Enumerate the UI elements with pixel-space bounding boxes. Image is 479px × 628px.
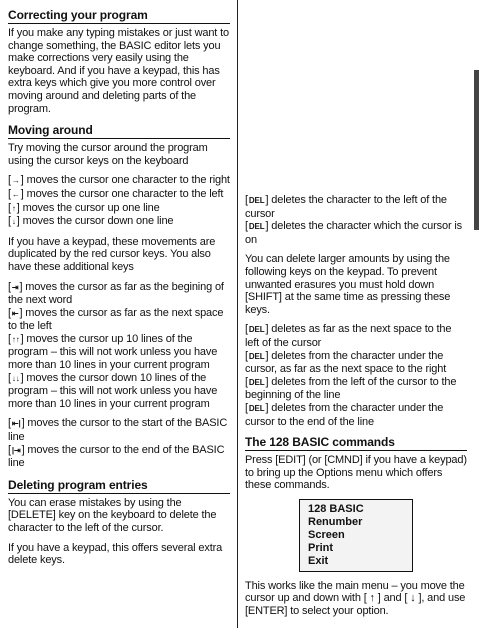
options-menu: [299, 499, 413, 572]
column-divider: [237, 0, 238, 628]
deleting-body-2: If you have a keypad, this offers several extra delete keys.: [8, 541, 223, 567]
key-desc: moves the cursor one character to the right: [26, 174, 230, 187]
right-arrow-key-icon: →: [11, 176, 20, 186]
section-moving: [8, 123, 230, 470]
commands-body: Press [EDIT] (or [CMND] if you have a keypad) to bring up the Options menu which offers these commands.: [245, 454, 467, 492]
section-correcting: [8, 8, 230, 115]
cursor-key-list: [8, 174, 230, 228]
heading-correcting: Correcting your program: [8, 8, 230, 24]
delete-to-line-end-key-icon: DEL: [248, 403, 265, 413]
key-desc: moves the cursor one character to the left: [26, 187, 224, 200]
down-arrow-key-icon: ↓: [11, 217, 16, 227]
commands-footer: This works like the main menu – you move the cursor up and down with [ ↑ ] and [ ↓ ], and use [ENTER] to select your option.: [245, 579, 466, 618]
key-desc: moves the cursor to the end of the BASIC line: [8, 443, 225, 470]
key-row: [↑↑] moves the cursor up 10 lines of the program – this will not work unless you have more than 10 lines in your current program: [8, 332, 218, 372]
delete-to-line-start-key-icon: DEL: [248, 377, 265, 387]
keypad-key-list-a: [8, 281, 230, 411]
key-row: [|⇥] moves the cursor to the end of the BASIC line: [8, 443, 225, 470]
line-start-key-icon: ⇤|: [11, 419, 21, 429]
key-row: [⇤|] moves the cursor to the start of the BASIC line: [8, 417, 228, 444]
left-arrow-key-icon: ←: [11, 189, 20, 199]
page-edge-mark: [474, 70, 479, 230]
heading-commands: The 128 BASIC commands: [245, 435, 467, 451]
key-desc: moves the cursor as far as the next space to the left: [8, 306, 224, 333]
key-row: [DEL] deletes from the character under the cursor, as far as the next space to the right: [245, 349, 447, 376]
menu-item-screen: Screen: [308, 528, 345, 541]
menu-item-128-basic: 128 BASIC: [308, 502, 364, 515]
correcting-body: If you make any typing mistakes or just want to change something, the BASIC editor lets you make corrections very easily using the keyboard. And if you have a keypad, this has extra keys which give you more control over moving around and deleting parts of the program.: [8, 27, 229, 115]
key-row: [↓] moves the cursor down one line: [8, 215, 174, 228]
key-row: [←] moves the cursor one character to the left: [8, 187, 224, 200]
key-desc: moves the cursor down 10 lines of the program – this will not work unless you have more than 10 lines in your current program: [8, 371, 218, 410]
delete-word-right-key-icon: DEL: [248, 351, 265, 361]
key-desc: deletes from the left of the cursor to the beginning of the line: [245, 375, 457, 402]
delete-word-left-key-icon: DEL: [248, 325, 265, 335]
key-desc: moves the cursor to the start of the BASIC line: [8, 417, 228, 444]
key-row: [⇥] moves the cursor as far as the begining of the next word: [8, 280, 224, 307]
delete-key-list: [245, 194, 467, 246]
line-end-key-icon: |⇥: [11, 445, 21, 455]
deleting-body-1: You can erase mistakes by using the [DELETE] key on the keyboard to delete the character to the left of the cursor.: [8, 496, 217, 534]
key-desc: deletes from the character under the cursor to the end of the line: [245, 401, 444, 428]
delete-under-key-icon: DEL: [248, 222, 265, 232]
section-deleting: [8, 478, 230, 567]
key-row: [↑] moves the cursor up one line: [8, 201, 160, 214]
prev-word-key-icon: ⇤: [11, 308, 19, 318]
page-down-key-icon: ↓↓: [11, 373, 20, 383]
moving-intro: Try moving the cursor around the program using the cursor keys on the keyboard: [8, 142, 208, 167]
key-desc: deletes the character to the left of the cursor: [245, 194, 447, 220]
left-column: [8, 8, 230, 575]
delete-left-key-icon: DEL: [248, 196, 265, 205]
key-desc: deletes as far as the next space to the left of the cursor: [245, 323, 452, 349]
key-row: [DEL] deletes the character to the left of the cursor: [245, 194, 447, 220]
up-arrow-key-icon: ↑: [11, 203, 16, 213]
shift-delete-key-list: [245, 323, 467, 428]
key-desc: moves the cursor as far as the begining of the next word: [8, 280, 224, 307]
menu-item-print: Print: [308, 541, 334, 554]
key-row: [DEL] deletes from the character under the cursor to the end of the line: [245, 401, 444, 428]
key-desc: moves the cursor down one line: [22, 215, 174, 228]
section-commands: [245, 435, 467, 618]
page-up-key-icon: ↑↑: [11, 334, 20, 344]
heading-moving: Moving around: [8, 123, 230, 139]
larger-delete-note: You can delete larger amounts by using the following keys on the keypad. To prevent unwanted erasures you must hold down [SHIFT] at the same time as pressing these keys.: [245, 253, 451, 316]
menu-item-exit: Exit: [308, 554, 329, 567]
key-desc: deletes from the character under the cursor, as far as the next space to the right: [245, 349, 447, 376]
key-desc: deletes the character which the cursor is on: [245, 220, 463, 246]
key-row: [DEL] deletes from the left of the cursor to the beginning of the line: [245, 375, 457, 402]
heading-deleting: Deleting program entries: [8, 478, 230, 494]
key-row: [DEL] deletes the character which the cursor is on: [245, 220, 463, 246]
key-row: [DEL] deletes as far as the next space to the left of the cursor: [245, 323, 452, 349]
keypad-key-list-b: [8, 417, 230, 469]
keypad-note: If you have a keypad, these movements are duplicated by the red cursor keys. You also have these additional keys: [8, 235, 216, 273]
right-column: [245, 8, 467, 626]
key-desc: moves the cursor up 10 lines of the program – this will not work unless you have more than 10 lines in your current program: [8, 332, 218, 372]
menu-item-renumber: Renumber: [308, 515, 363, 528]
key-desc: moves the cursor up one line: [22, 201, 160, 214]
next-word-key-icon: ⇥: [11, 282, 19, 292]
key-row: [⇤] moves the cursor as far as the next space to the left: [8, 306, 224, 333]
key-row: [↓↓] moves the cursor down 10 lines of the program – this will not work unless you have more than 10 lines in your current program: [8, 371, 218, 410]
key-row: [→] moves the cursor one character to the right: [8, 174, 230, 187]
